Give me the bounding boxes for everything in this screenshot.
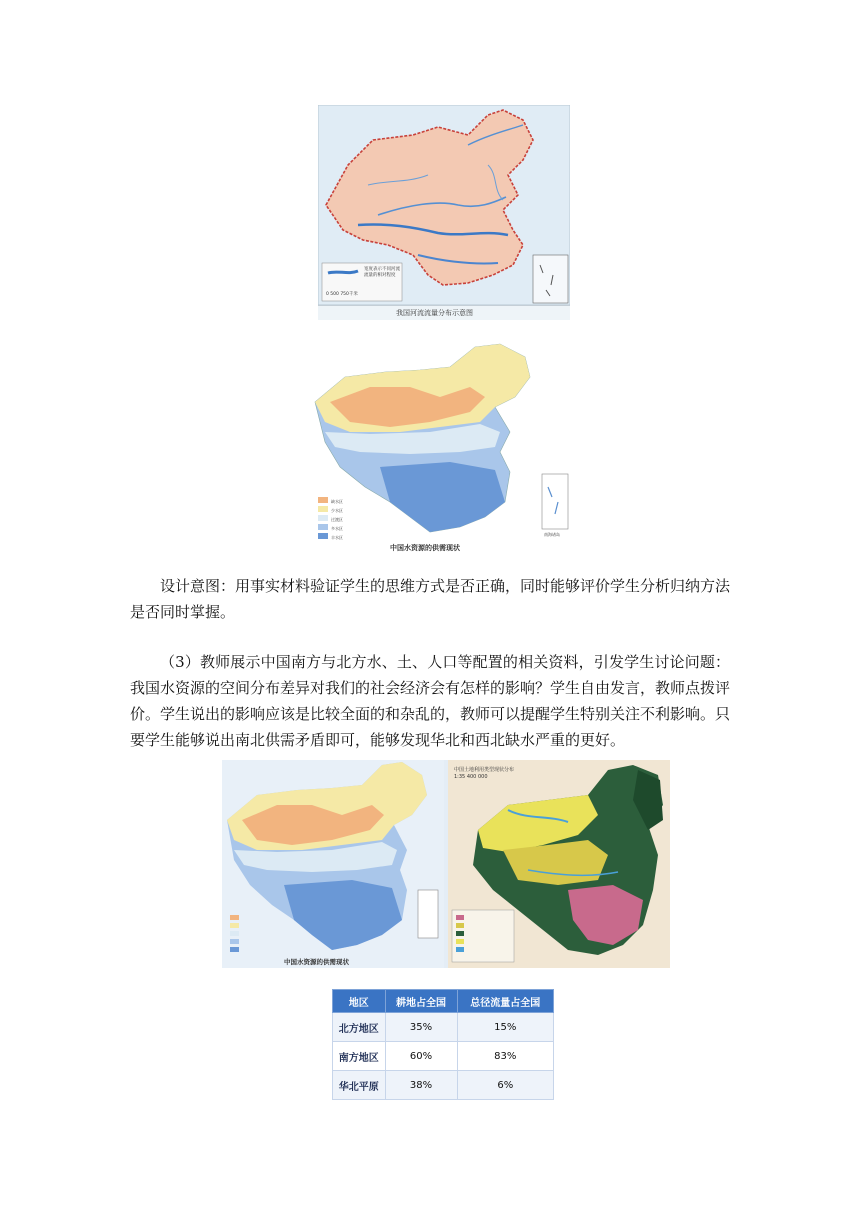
farmland-cell: 38% [385,1071,457,1100]
land-use-map-title: 中国土地利用类型现状分布 [454,767,515,773]
inset-label: 南海诸岛 [544,532,560,537]
water-land-table [332,989,554,1100]
legend-item: 过渡区 [331,517,343,522]
water-supply-map [310,342,572,552]
table-row [333,1071,554,1100]
farmland-cell: 35% [385,1013,457,1042]
runoff-cell: 83% [457,1042,553,1071]
header-farmland: 耕地占全国 [385,990,457,1013]
region-cell: 南方地区 [333,1042,386,1071]
table-row [333,1042,554,1071]
region-cell: 华北平原 [333,1071,386,1100]
runoff-cell: 15% [457,1013,553,1042]
river-flow-map [318,105,570,320]
design-intent-paragraph: 设计意图：用事实材料验证学生的思维方式是否正确，同时能够评价学生分析归纳方法是否同时掌握。 [130,577,731,621]
table-row [333,1013,554,1042]
discussion-paragraph: （3）教师展示中国南方与北方水、土、人口等配置的相关资料，引发学生讨论问题：我国水资源的空间分布差异对我们的社会经济会有怎样的影响？学生自由发言，教师点拨评价。学生说出的影响应该是比较全面的和杂乱的，教师可以提醒学生特别关注不利影响。只要学生能够说出南北供需矛盾即可，能够发现华北和西北缺水严重的更好。 [130,653,731,749]
land-use-map [448,760,670,968]
water-supply-map-small [222,760,444,968]
figure-caption: 中国水资源的供需现状 [390,544,460,552]
header-runoff: 总径流量占全国 [457,990,553,1013]
region-cell: 北方地区 [333,1013,386,1042]
legend-note: 宽度表示不同河流 流量的相对程度 [364,267,400,278]
header-region: 地区 [333,990,386,1013]
scale-bar-label: 0 500 750千米 [326,292,358,297]
legend-item: 缺水区 [331,499,343,504]
river-flow-map-figure [318,105,570,320]
water-supply-map-figure [310,342,572,552]
legend-item: 丰水区 [331,535,343,540]
figure-caption: 中国水资源的供需现状 [284,958,349,966]
figure-caption: 我国河流流量分布示意图 [396,309,473,317]
comparison-maps-figure [222,760,670,968]
legend-item: 少水区 [331,508,343,513]
farmland-cell: 60% [385,1042,457,1071]
land-use-map-scale: 1:35 400 000 [454,774,488,780]
runoff-cell: 6% [457,1071,553,1100]
legend-item: 多水区 [331,526,343,531]
